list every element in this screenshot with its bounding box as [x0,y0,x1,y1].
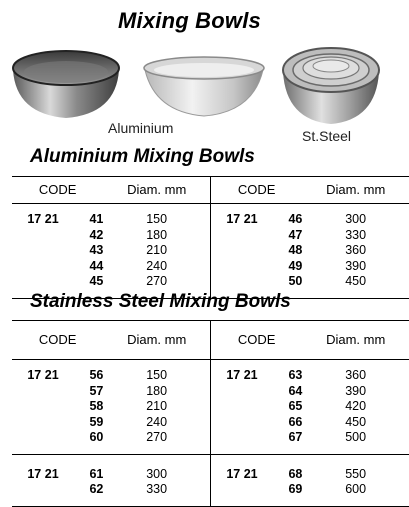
table-row: 45 270 50 450 [89,274,367,288]
header-diam: Diam. mm [302,321,409,360]
header-diam: Diam. mm [103,177,210,204]
aluminium-bowl-image-1 [10,44,122,120]
table-row: 44 240 49 390 [89,258,367,273]
header-code: CODE [12,321,103,360]
steel-codes-table [12,320,409,507]
table-row: 62 330 69 600 [89,482,367,496]
aluminium-codes-table [12,176,409,299]
table-row: 17 21 61 300 17 21 68 550 [27,466,367,481]
table-row: 59 240 66 450 [89,414,367,429]
aluminium-image-label: Aluminium [108,120,174,136]
header-code: CODE [210,321,302,360]
table-row: 60 270 67 500 [89,430,367,444]
aluminium-bowl-image-2 [141,54,267,120]
header-code: CODE [210,177,302,204]
table-row: 43 210 48 360 [89,243,367,257]
steel-image-label: St.Steel [302,128,352,144]
table-row: 57 180 64 390 [89,383,367,398]
table-row: 17 21 56 150 17 21 63 360 [27,368,367,382]
header-diam: Diam. mm [302,177,409,204]
table-row: 42 180 47 330 [89,227,367,242]
table-row: 17 21 41 150 17 21 46 300 [27,212,367,226]
header-code: CODE [12,177,103,204]
table-row: 58 210 65 420 [89,399,367,413]
page-title: Mixing Bowls [118,8,261,33]
header-diam: Diam. mm [103,321,210,360]
aluminium-section-title: Aluminium Mixing Bowls [30,146,255,167]
steel-bowl-image [280,42,382,126]
steel-section-title: Stainless Steel Mixing Bowls [30,291,291,312]
